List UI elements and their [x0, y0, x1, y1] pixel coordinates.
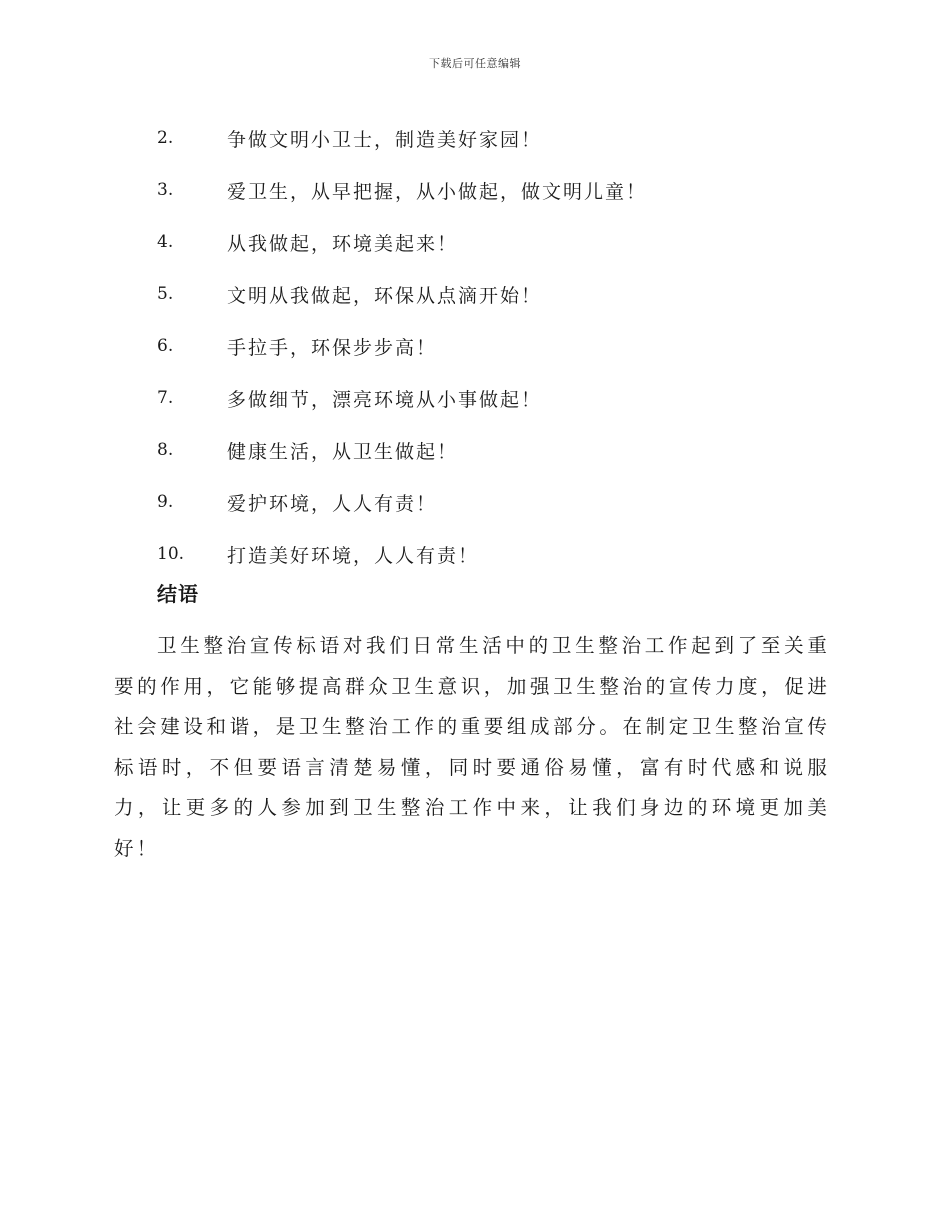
- slogan-text: 争做文明小卫士，制造美好家园！: [227, 128, 543, 151]
- conclusion-paragraph: 卫生整治宣传标语对我们日常生活中的卫生整治工作起到了至关重要的作用，它能够提高群众卫生意识，加强卫生整治的宣传力度，促进社会建设和谐，是卫生整治工作的重要组成部分。在制定卫生整治宣传标语时，不但要语言清楚易懂，同时要通俗易懂，富有时代感和说服力，让更多的人参加到卫生整治工作中来，让我们身边的环境更加美好！: [114, 634, 830, 860]
- slogan-text: 文明从我做起，环保从点滴开始！: [227, 284, 543, 307]
- slogan-item: [157, 164, 647, 216]
- slogan-item: [157, 372, 647, 424]
- slogan-text: 手拉手，环保步步高！: [227, 336, 438, 359]
- slogan-text: 打造美好环境，人人有责！: [227, 544, 480, 567]
- slogan-text: 多做细节，漂亮环境从小事做起！: [227, 388, 543, 411]
- slogan-number: 8.: [157, 440, 174, 460]
- slogan-number: 4.: [157, 232, 174, 252]
- slogan-number: 5.: [157, 284, 174, 304]
- slogan-item: [157, 216, 647, 268]
- slogan-item: [157, 528, 647, 580]
- slogan-item: [157, 476, 647, 528]
- slogan-text: 爱卫生，从早把握，从小做起，做文明儿童！: [227, 180, 648, 203]
- slogan-text: 从我做起，环境美起来！: [227, 232, 459, 255]
- slogan-number: 10.: [157, 544, 185, 564]
- slogan-item: [157, 424, 647, 476]
- slogan-text: 爱护环境，人人有责！: [227, 492, 438, 515]
- slogan-text: 健康生活，从卫生做起！: [227, 440, 459, 463]
- slogan-list: [157, 112, 647, 580]
- page-header: 下载后可任意编辑: [429, 57, 521, 70]
- slogan-number: 3.: [157, 180, 174, 200]
- slogan-number: 9.: [157, 492, 174, 512]
- slogan-item: [157, 112, 647, 164]
- slogan-item: [157, 320, 647, 372]
- slogan-number: 7.: [157, 388, 174, 408]
- conclusion-heading: 结语: [157, 582, 199, 606]
- slogan-number: 6.: [157, 336, 174, 356]
- slogan-item: [157, 268, 647, 320]
- slogan-number: 2.: [157, 128, 174, 148]
